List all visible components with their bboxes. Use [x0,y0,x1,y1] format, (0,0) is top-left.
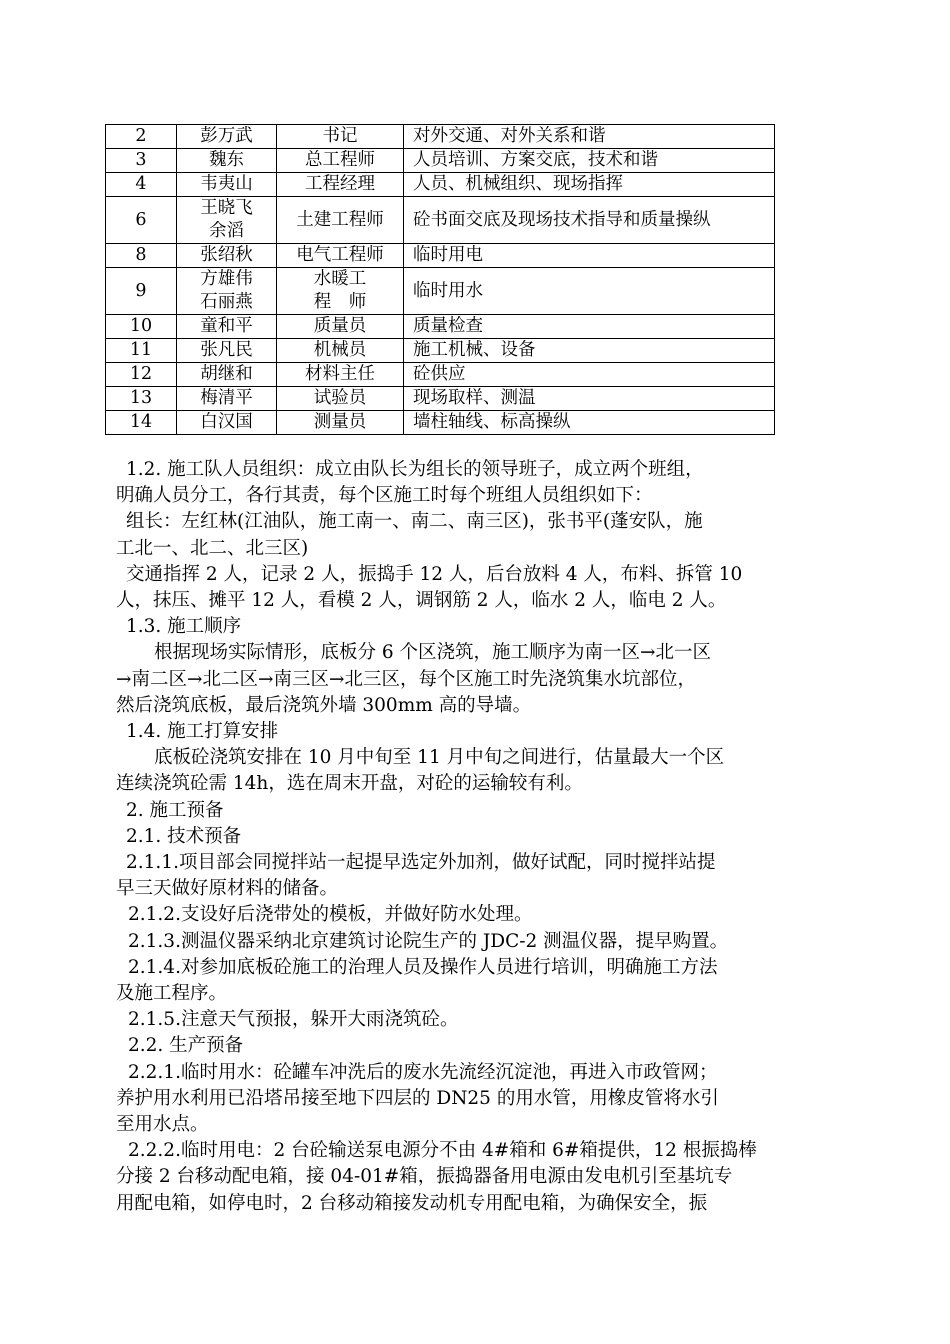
table-row [106,315,775,339]
staff-duty-cell: 施工机械、设备 [404,339,775,363]
para-1-3-line-3: 然后浇筑底板，最后浇筑外墙 300mm 高的导墙。 [116,694,532,716]
staff-role: 电气工程师 [296,245,384,265]
row-number-cell: 4 [106,173,177,197]
para-2-2-2-line-2: 分接 2 台移动配电箱，接 04-01#箱，振捣器备用电源由发电机引至基坑专 [116,1166,733,1188]
row-number-cell: 8 [106,244,177,268]
staff-role-cell [277,173,404,197]
staff-role: 工程经理 [305,174,375,194]
para-2-1-5: 2.1.5.注意天气预报，躲开大雨浇筑砼。 [128,1009,459,1031]
row-number-cell: 13 [106,387,177,411]
staff-name: 童和平 [200,316,253,336]
staff-role-cell [277,149,404,173]
staff-name: 余滔 [209,221,244,241]
para-2-1-2: 2.1.2.支设好后浇带处的模板，并做好防水处理。 [128,904,533,926]
staff-name: 王晓飞 [200,198,253,218]
staff-role: 水暖工 [313,269,367,289]
crew-line-2: 人，抹压、摊平 12 人，看模 2 人，调钢筋 2 人，临水 2 人，临电 2 人。 [116,590,727,612]
para-2-1-4-line-2: 及施工程序。 [116,983,228,1005]
staff-role: 试验员 [313,388,367,408]
body-text [116,457,836,1217]
para-2-2-1-line-2: 养护用水利用已沿塔吊接至地下四层的 DN25 的用水管，用橡皮管将水引 [116,1087,719,1109]
staff-table-body [106,125,775,435]
table-row [106,244,775,268]
staff-role-cell [277,197,404,244]
row-number-cell: 10 [106,315,177,339]
para-2-2-1-line-1: 2.2.1.临时用水：砼罐车冲洗后的废水先流经沉淀池，再进入市政管网； [128,1061,718,1083]
table-row [106,268,775,315]
row-number-cell: 2 [106,125,177,149]
staff-name-cell [177,315,277,339]
staff-name: 张绍秋 [200,245,253,265]
staff-role: 书记 [322,126,358,146]
staff-duty-cell: 对外交通、对外关系和谐 [404,125,775,149]
staff-role: 材料主任 [305,364,375,384]
staff-role: 总工程师 [305,150,375,170]
staff-duty-cell: 墙柱轴线、标高操纵 [404,411,775,435]
staff-duty-cell: 现场取样、测温 [404,387,775,411]
staff-name: 梅清平 [200,388,253,408]
team-leader-line-1: 组长：左红林(江油队，施工南一、南二、南三区)，张书平(蓬安队，施 [126,511,703,533]
row-number-cell: 14 [106,411,177,435]
row-number-cell: 3 [106,149,177,173]
table-row [106,173,775,197]
staff-name: 彭万武 [200,126,253,146]
staff-role-cell [277,411,404,435]
staff-name-cell [177,149,277,173]
staff-role-cell [277,387,404,411]
para-2-2-2-line-1: 2.2.2.临时用电：2 台砼输送泵电源分不由 4#箱和 6#箱提供，12 根振捣棒 [128,1140,757,1162]
para-1-2-line-1: 1.2. 施工队人员组织：成立由队长为组长的领导班子，成立两个班组， [126,459,704,480]
staff-role: 程 师 [313,292,367,312]
para-1-3-line-1: 根据现场实际情形，底板分 6 个区浇筑，施工顺序为南一区→北一区 [154,642,712,664]
staff-role: 测量员 [313,412,367,432]
table-row [106,411,775,435]
staff-name-cell [177,363,277,387]
crew-line-1: 交通指挥 2 人，记录 2 人，振捣手 12 人，后台放料 4 人，布料、拆管 10 [126,563,743,585]
row-number-cell: 12 [106,363,177,387]
staff-table [105,124,775,435]
row-number-cell: 9 [106,268,177,315]
para-2-1-4-line-1: 2.1.4.对参加底板砼施工的治理人员及操作人员进行培训，明确施工方法 [128,956,718,978]
heading-1-3: 1.3. 施工顺序 [126,616,242,638]
para-2-1-1-line-2: 早三天做好原材料的储备。 [116,878,339,900]
staff-duty-cell: 质量检查 [404,315,775,339]
row-number-cell: 6 [106,197,177,244]
para-1-2-line-2: 明确人员分工，各行其责，每个区施工时每个班组人员组织如下： [116,485,653,507]
staff-name: 方雄伟 [200,269,253,289]
staff-role: 土建工程师 [296,209,384,230]
staff-name: 白汉国 [200,412,253,432]
heading-2-1: 2.1. 技术预备 [126,825,242,847]
staff-name-cell [177,244,277,268]
table-row [106,363,775,387]
staff-role-cell [277,244,404,268]
staff-name-cell [177,339,277,363]
table-row [106,387,775,411]
staff-role-cell [277,315,404,339]
staff-role: 质量员 [313,316,367,336]
staff-duty-cell: 人员、机械组织、现场指挥 [404,173,775,197]
staff-role-cell [277,268,404,315]
staff-name: 胡继和 [200,364,253,384]
staff-duty-cell: 临时用水 [404,268,775,315]
staff-name-cell [177,268,277,315]
row-number-cell: 11 [106,339,177,363]
staff-role: 机械员 [313,340,367,360]
staff-role-cell [277,339,404,363]
table-row [106,339,775,363]
staff-duty-cell: 人员培训、方案交底，技术和谐 [404,149,775,173]
staff-name: 魏东 [209,150,244,170]
staff-name: 韦夷山 [200,174,253,194]
table-row [106,197,775,244]
staff-name-cell [177,125,277,149]
staff-duty-cell: 砼书面交底及现场技术指导和质量操纵 [404,197,775,244]
heading-2-2: 2.2. 生产预备 [128,1035,244,1057]
para-1-4-line-2: 连续浇筑砼需 14h，选在周末开盘，对砼的运输较有利。 [116,773,583,795]
staff-name: 张凡民 [200,340,253,360]
staff-name-cell [177,173,277,197]
staff-name-cell [177,411,277,435]
staff-name-cell [177,197,277,244]
team-leader-line-2: 工北一、北二、北三区) [116,537,309,559]
staff-duty-cell: 砼供应 [404,363,775,387]
para-2-2-2-line-3: 用配电箱，如停电时，2 台移动箱接发动机专用配电箱，为确保安全，振 [116,1192,708,1214]
para-2-2-1-line-3: 至用水点。 [116,1114,209,1136]
staff-name: 石丽燕 [200,292,253,312]
staff-role-cell [277,125,404,149]
staff-duty-cell: 临时用电 [404,244,775,268]
para-2-1-3: 2.1.3.测温仪器采纳北京建筑讨论院生产的 JDC-2 测温仪器，提早购置。 [128,930,729,952]
heading-2: 2. 施工预备 [126,799,224,821]
table-row [106,125,775,149]
para-1-4-line-1: 底板砼浇筑安排在 10 月中旬至 11 月中旬之间进行，估量最大一个区 [154,747,725,769]
staff-name-cell [177,387,277,411]
para-1-3-line-2: →南二区→北二区→南三区→北三区，每个区施工时先浇筑集水坑部位， [116,668,697,690]
staff-role-cell [277,363,404,387]
para-2-1-1-line-1: 2.1.1.项目部会同搅拌站一起提早选定外加剂，做好试配，同时搅拌站提 [126,852,716,874]
heading-1-4: 1.4. 施工打算安排 [126,721,279,743]
table-row [106,149,775,173]
